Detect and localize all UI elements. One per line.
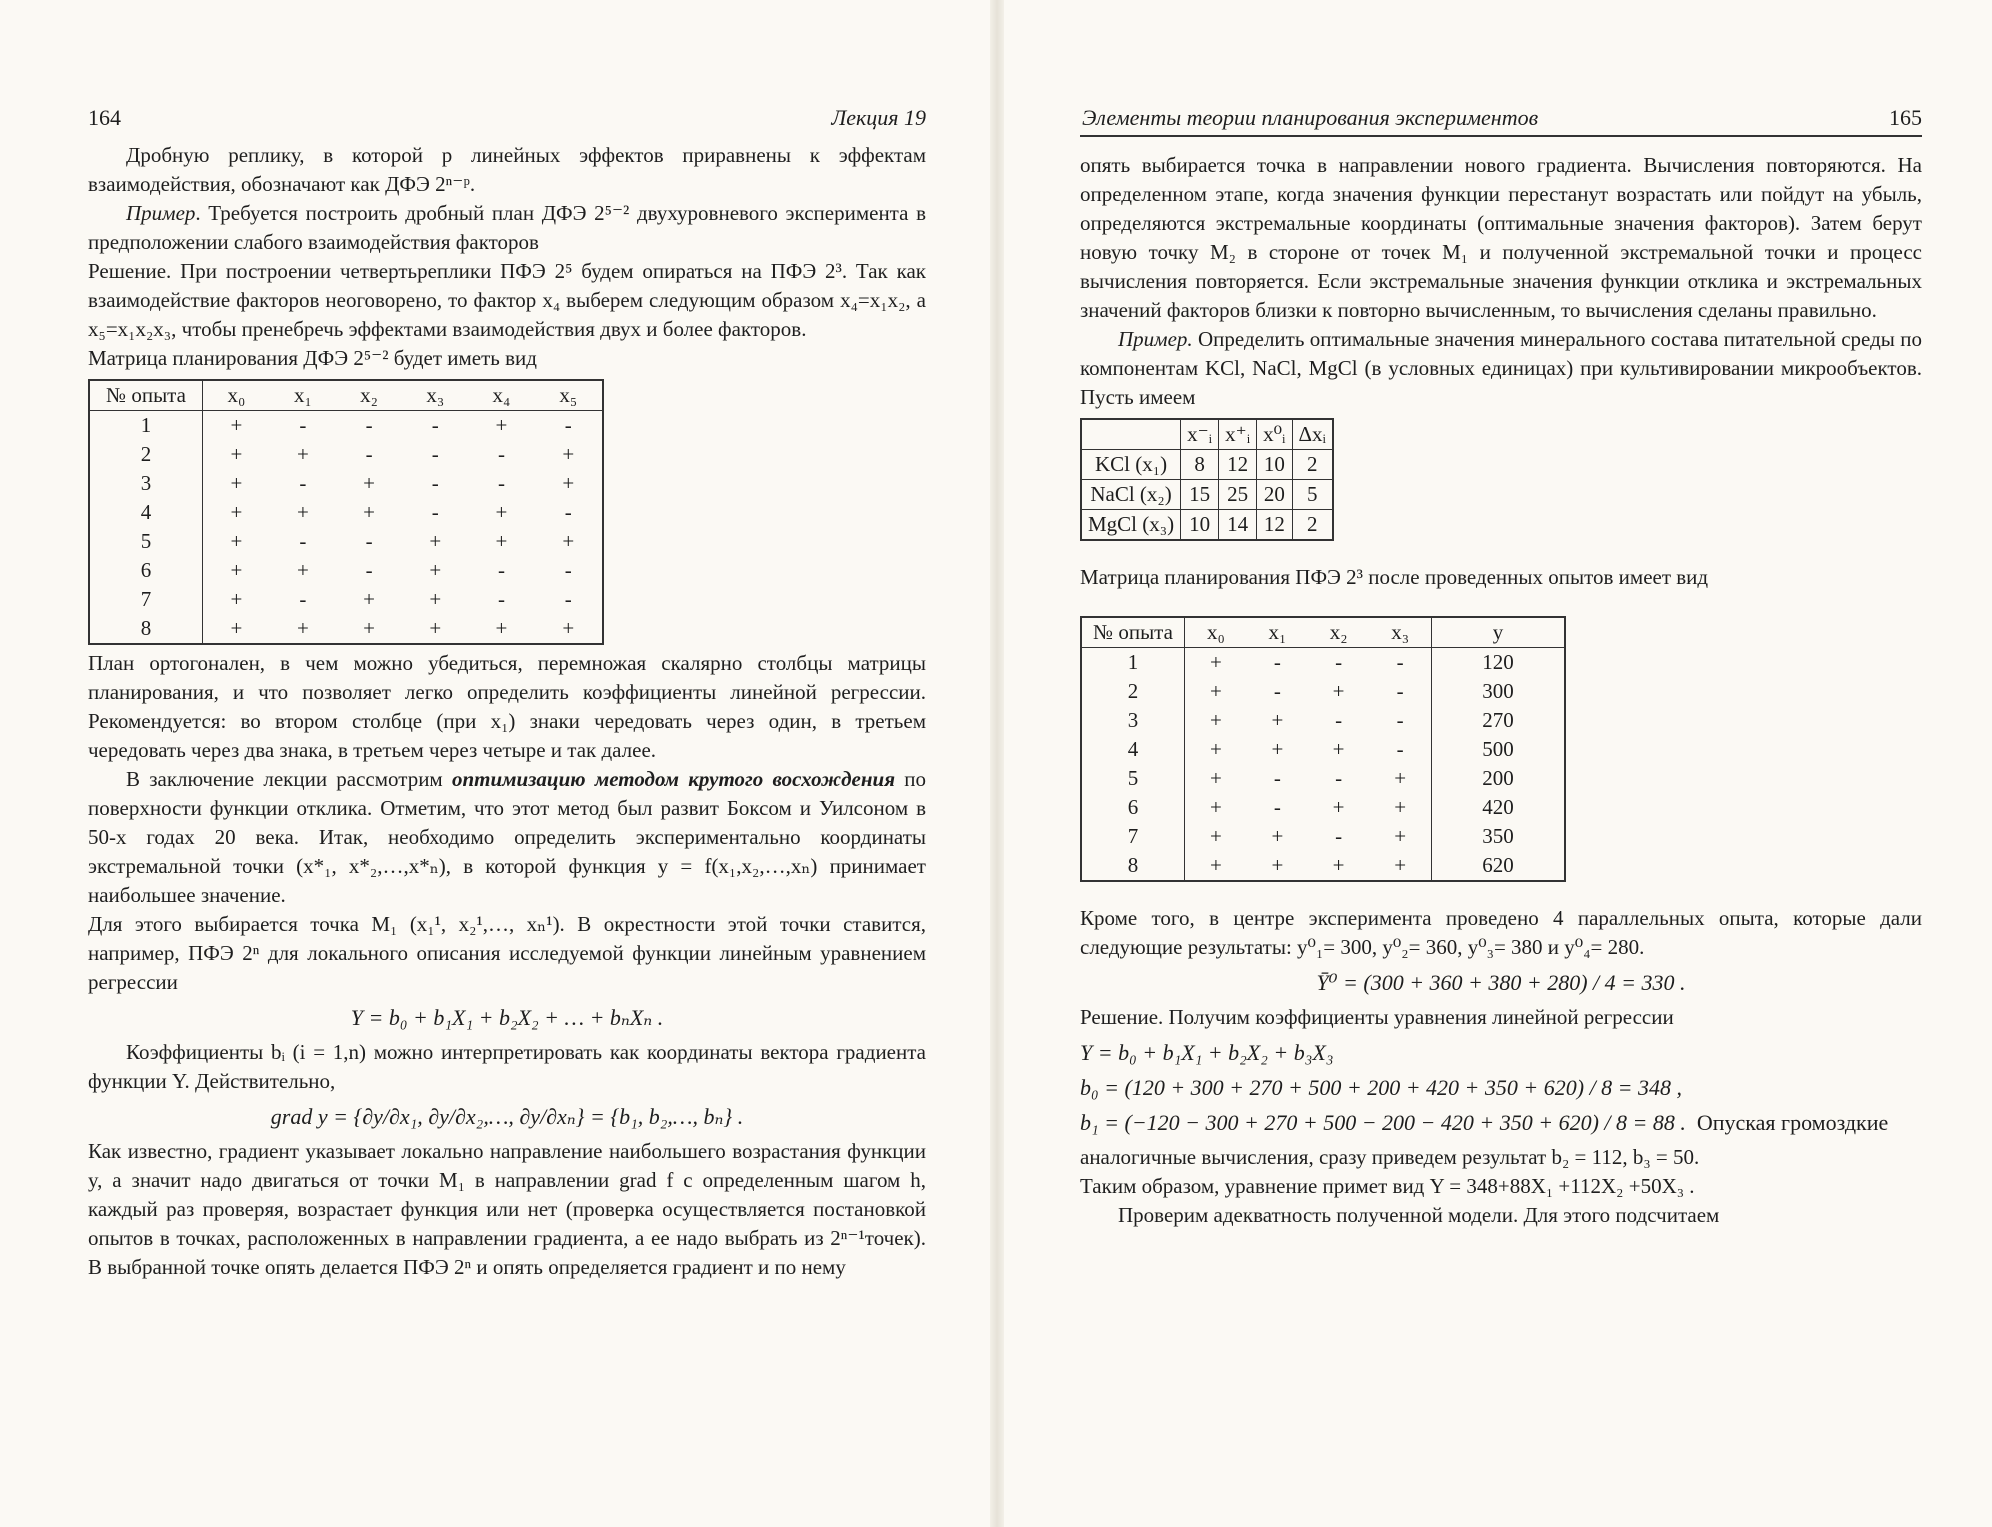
table-cell: + [429,616,442,640]
left-running-header [88,95,926,135]
table-cell: + [562,529,575,553]
table-cell: + [1332,853,1345,877]
table-header-cell: x₅ [535,380,603,411]
pfe-results-table [1080,616,1566,882]
table-cell: + [1271,824,1284,848]
paragraph [1080,325,1922,412]
table-cell: + [1332,737,1345,761]
table-row [89,585,603,614]
table-cell: 5 [1292,480,1333,510]
table-cell: - [1335,650,1343,674]
paragraph: Проверим адекватность полученной модели. Для этого подсчитаем [1118,1203,1720,1227]
table-cell: - [497,442,505,466]
table-cell: - [365,529,373,553]
table-cell: 2 [1292,510,1333,541]
table-header-cell: x₂ [336,380,402,411]
table-cell: 120 [1432,648,1566,678]
table-cell: 8 [1081,851,1185,881]
table-cell: 420 [1432,793,1566,822]
table-header-cell: x₁ [270,380,336,411]
table-header-cell: y [1432,617,1566,648]
table-cell: + [230,413,243,437]
table-header-cell: № опыта [1081,617,1185,648]
table-header-cell: x₃ [1369,617,1431,648]
table-cell: + [230,558,243,582]
table-row [1081,793,1565,822]
table-cell: 7 [1081,822,1185,851]
left-header-title: Лекция 19 [831,105,926,130]
table-cell: + [562,442,575,466]
b0-formula: b₀ = (120 + 300 + 270 + 500 + 200 + 420 + 350 + 620) / 8 = 348 , [1080,1075,1683,1100]
table-cell: - [1273,679,1281,703]
table-cell: - [431,413,439,437]
paragraph: Таким образом, уравнение примет вид Y = 348+88X₁ +112X₂ +50X₃ . [1080,1174,1695,1198]
table-cell: 6 [89,556,203,585]
table-cell: + [495,500,508,524]
table-header-cell: x₀ [1185,617,1247,648]
example-text: Определить оптимальные значения минерального состава питательной среды по компонентам KCl, NaCl, MgCl (в условных единицах) при культивировании микрообъектов. Пусть имеем [1080,327,1922,409]
table-row [89,411,603,441]
table-cell: + [1394,824,1407,848]
table-cell: - [497,558,505,582]
table-cell: - [1335,766,1343,790]
table-row [1081,677,1565,706]
table-cell: 12 [1219,450,1257,480]
spacer [1080,886,1922,904]
table-cell: - [1396,650,1404,674]
table-row [89,469,603,498]
paragraph: Решение. Получим коэффициенты уравнения линейной регрессии [1080,1005,1674,1029]
table-cell: 5 [1081,764,1185,793]
paragraph: аналогичные вычисления, сразу приведем результат b₂ = 112, b₃ = 50. [1080,1145,1700,1169]
table-header-cell: x₀ [203,380,270,411]
table-cell: - [1273,650,1281,674]
table-cell: - [564,558,572,582]
table-row [1081,648,1565,678]
dfe-plan-table [88,379,604,645]
table-cell: - [497,471,505,495]
table-cell: - [299,529,307,553]
text-run: по поверхности функции отклика. Отметим, что этот метод был развит Боксом и Уилсоном в 50-х годах 20 века. Итак, необходимо определить экспериментально координаты экстремальной точки (x*₁, x*₂,…,x*ₙ), в которой функция y = f(x₁,x₂,…,xₙ) принимает наибольшее значение. [88,767,926,907]
table-cell: + [363,500,375,524]
b1-expression: b₁ = (−120 − 300 + 270 + 500 − 200 − 420 + 350 + 620) / 8 = 88 . [1080,1110,1686,1135]
table-cell: - [299,587,307,611]
table-cell: + [296,558,309,582]
right-page [996,0,1992,1527]
table-cell: + [1271,708,1284,732]
table-cell: + [1209,737,1222,761]
regression-formula: Y = b₀ + b₁X₁ + b₂X₂ + b₃X₃ [1080,1040,1334,1065]
table-cell: + [296,442,309,466]
table-cell: - [431,442,439,466]
mean-formula: Ȳ⁰ = (300 + 360 + 380 + 280) / 4 = 330 . [1316,970,1686,995]
table-cell: 4 [1081,735,1185,764]
table-header-cell: № опыта [89,380,203,411]
table-cell: + [1209,766,1222,790]
table-cell: NaCl (x₂) [1081,480,1181,510]
table-cell: + [562,616,575,640]
table-cell: 8 [1181,450,1219,480]
table-cell: 270 [1432,706,1566,735]
table-cell: + [429,587,442,611]
table-cell: - [365,413,373,437]
table-cell: + [1209,795,1222,819]
table-row [89,556,603,585]
table-cell: + [230,500,243,524]
table-cell: 620 [1432,851,1566,881]
text-run: Опуская громоздкие [1696,1110,1889,1135]
table-cell: - [564,500,572,524]
table-cell: MgCl (x₃) [1081,510,1181,541]
table-cell: KCl (x₁) [1081,450,1181,480]
table-cell: + [1209,824,1222,848]
table-row [1081,480,1333,510]
table-row [1081,706,1565,735]
right-running-header [1080,95,1922,137]
table-row [1081,851,1565,881]
table-row [1081,735,1565,764]
paragraph: Решение. При построении четвертьреплики ПФЭ 2⁵ будем опираться на ПФЭ 2³. Так как взаимодействие факторов неоговорено, то фактор x₄ выберем следующим образом x₄=x₁x₂, а x₅=x₁x₂x₃, чтобы пренебречь эффектами взаимодействия двух и более факторов. [88,259,926,341]
table-cell: + [230,442,243,466]
table-cell: - [365,442,373,466]
table-cell: + [495,529,508,553]
paragraph: План ортогонален, в чем можно убедиться, перемножая скалярно столбцы матрицы планирования, и что позволяет легко определить коэффициенты линейной регрессии. Рекомендуется: во втором столбце (при x₁) знаки чередовать через один, в третьем чередовать через два знака, в третьем через четыре и так далее. [88,651,926,762]
paragraph: Коэффициенты bᵢ (i = 1,n) можно интерпретировать как координаты вектора градиента функции Y. Действительно, [88,1040,926,1093]
left-page-number: 164 [88,105,121,130]
table-cell: - [1396,708,1404,732]
right-page-number: 165 [1889,105,1922,130]
table-cell: + [1209,650,1222,674]
table-cell: 10 [1181,510,1219,541]
table-cell: 1 [1081,648,1185,678]
table-cell: 300 [1432,677,1566,706]
table-cell: - [299,413,307,437]
table-header-cell: x₃ [402,380,468,411]
table-row [89,527,603,556]
table-row [1081,450,1333,480]
table-cell: + [1271,737,1284,761]
table-cell: - [1396,737,1404,761]
table-row [89,614,603,644]
table-cell: 3 [1081,706,1185,735]
table-row [1081,510,1333,541]
right-header-title: Элементы теории планирования экспериментов [1082,105,1539,130]
table-cell: 6 [1081,793,1185,822]
table-header-cell: x⁺ᵢ [1219,419,1257,450]
paragraph: опять выбирается точка в направлении нового градиента. Вычисления повторяются. На определенном этапе, когда значения функции перестанут возрастать или пойдут на убыль, определяются экстремальные координаты (оптимальные значения факторов). Затем берут новую точку M₂ в стороне от точек M₁ и полученной экстремальной точки и процесс вычисления повторяется. Если экстремальные значения функции отклика и экстремальных значений факторов близки к повторно вычисленным, то вычисления сделаны правильно. [1080,153,1922,322]
example-text: . Требуется построить дробный план ДФЭ 2⁵⁻² двухуровневого эксперимента в предположении слабого взаимодействия факторов [88,201,926,254]
table-cell: 14 [1219,510,1257,541]
table-cell: 1 [89,411,203,441]
table-cell: + [1209,679,1222,703]
table-cell: 500 [1432,735,1566,764]
regression-formula: Y = b₀ + b₁X₁ + b₂X₂ + … + bₙXₙ . [350,1005,664,1030]
table-cell: + [1271,853,1284,877]
table-cell: + [230,616,243,640]
table-cell: + [363,471,375,495]
paragraph: Как известно, градиент указывает локально направление наибольшего возрастания функции y, а значит надо двигаться от точки M₁ в направлении grad f с определенным шагом h, каждый раз проверяя, возрастает функция или нет (проверка осуществляется постановкой опытов в точках, расположенных в направлении градиента, а ее надо выбрать из 2ⁿ⁻¹точек). В выбранной точке опять делается ПФЭ 2ⁿ и опять определяется градиент и по нему [88,1139,926,1279]
table-cell: + [1394,766,1407,790]
table-header-cell: x⁰ᵢ [1257,419,1292,450]
b1-formula [1080,1108,1922,1137]
table-cell: 2 [89,440,203,469]
table-cell: - [431,471,439,495]
gradient-formula: grad y = {∂y/∂x₁, ∂y/∂x₂,…, ∂y/∂xₙ} = {b₁, b₂,…, bₙ} . [270,1104,744,1129]
emphasis: оптимизацию методом крутого восхождения [451,767,896,791]
spacer [1080,592,1922,610]
table-row [1081,822,1565,851]
table-header-cell: x₂ [1308,617,1369,648]
table-corner-cell [1081,419,1181,450]
table-cell: + [363,587,375,611]
table-cell: 10 [1257,450,1292,480]
table-cell: + [230,529,243,553]
table-cell: + [230,471,243,495]
table-cell: 20 [1257,480,1292,510]
table-cell: 2 [1081,677,1185,706]
factor-levels-table [1080,418,1334,541]
table-cell: + [1394,853,1407,877]
table-cell: + [1332,679,1345,703]
table-row [1081,764,1565,793]
table-cell: + [296,616,309,640]
text-run: В заключение лекции рассмотрим [126,767,452,791]
table-cell: - [299,471,307,495]
table-cell: + [429,558,442,582]
paragraph: Матрица планирования ДФЭ 2⁵⁻² будет иметь вид [88,346,537,370]
table-header-cell: x⁻ᵢ [1181,419,1219,450]
table-cell: 12 [1257,510,1292,541]
table-cell: 25 [1219,480,1257,510]
table-cell: + [562,471,575,495]
table-cell: - [564,587,572,611]
table-cell: 15 [1181,480,1219,510]
table-cell: + [296,500,309,524]
example-label: Пример. [1118,327,1193,351]
table-row [89,440,603,469]
paragraph: Матрица планирования ПФЭ 2³ после проведенных опытов имеет вид [1080,565,1709,589]
table-cell: + [1394,795,1407,819]
table-header-cell: x₁ [1247,617,1308,648]
table-cell: - [1335,824,1343,848]
table-header-cell: x₄ [468,380,534,411]
table-cell: 350 [1432,822,1566,851]
table-cell: - [1335,708,1343,732]
table-cell: 200 [1432,764,1566,793]
table-cell: - [365,558,373,582]
table-cell: 8 [89,614,203,644]
table-cell: 3 [89,469,203,498]
table-cell: - [1396,679,1404,703]
table-cell: + [363,616,375,640]
paragraph [88,199,926,257]
paragraph: Для этого выбирается точка M₁ (x₁¹, x₂¹,…, xₙ¹). В окрестности этой точки ставится, например, ПФЭ 2ⁿ для локального описания исследуемой функции линейным уравнением регрессии [88,912,926,994]
example-label: Пример [126,201,196,225]
table-cell: + [495,616,508,640]
table-header-cell: Δxᵢ [1292,419,1333,450]
table-cell: 4 [89,498,203,527]
table-cell: 5 [89,527,203,556]
table-cell: - [1273,795,1281,819]
table-cell: + [1332,795,1345,819]
table-cell: + [495,413,508,437]
paragraph: Дробную реплику, в которой p линейных эффектов приравнены к эффектам взаимодействия, обозначают как ДФЭ 2ⁿ⁻ᵖ. [88,143,926,196]
table-cell: + [1209,853,1222,877]
spacer [1080,545,1922,563]
table-row [89,498,603,527]
table-cell: 7 [89,585,203,614]
table-cell: + [230,587,243,611]
table-cell: 2 [1292,450,1333,480]
table-cell: - [431,500,439,524]
table-cell: - [1273,766,1281,790]
paragraph: Кроме того, в центре эксперимента проведено 4 параллельных опыта, которые дали следующие результаты: y⁰₁= 300, y⁰₂= 360, y⁰₃= 380 и y⁰₄= 280. [1080,906,1922,959]
table-cell: - [564,413,572,437]
table-cell: - [497,587,505,611]
table-cell: + [1209,708,1222,732]
paragraph [88,765,926,910]
table-cell: + [429,529,442,553]
